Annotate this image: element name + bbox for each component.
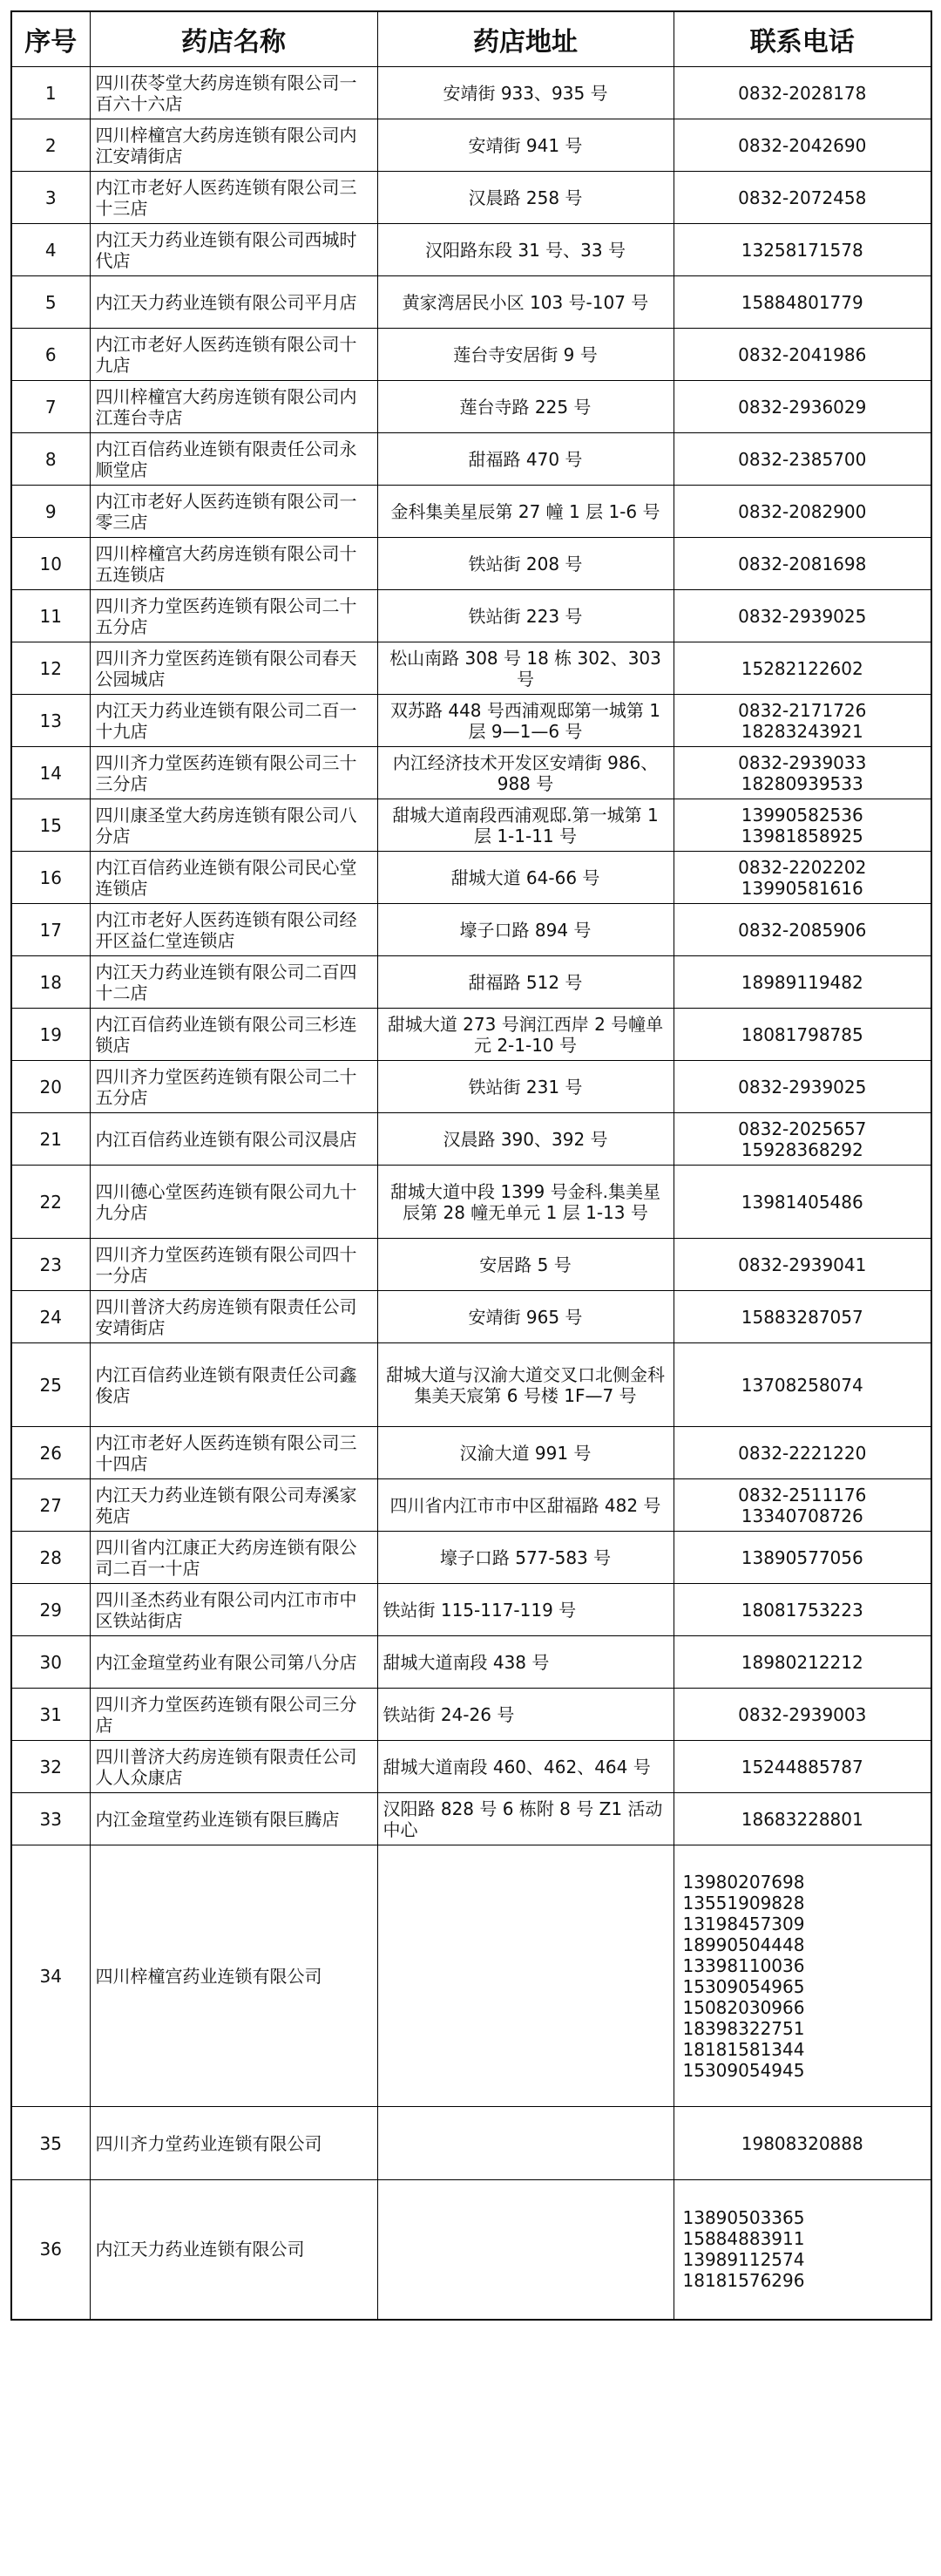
pharmacy-phone: 15884801779 bbox=[674, 276, 931, 329]
pharmacy-phone: 0832-2171726 18283243921 bbox=[674, 695, 931, 747]
table-row bbox=[11, 1061, 931, 1113]
table-row bbox=[11, 2180, 931, 2320]
pharmacy-phone: 13981405486 bbox=[674, 1166, 931, 1239]
header-phone: 联系电话 bbox=[674, 11, 931, 67]
table-row bbox=[11, 1689, 931, 1741]
row-number: 24 bbox=[11, 1291, 90, 1343]
row-number: 3 bbox=[11, 172, 90, 224]
pharmacy-phone: 18683228801 bbox=[674, 1793, 931, 1845]
pharmacy-address: 铁站街 231 号 bbox=[377, 1061, 674, 1113]
pharmacy-name: 四川齐力堂医药连锁有限公司二十五分店 bbox=[90, 590, 377, 642]
table-row bbox=[11, 590, 931, 642]
row-number: 19 bbox=[11, 1009, 90, 1061]
pharmacy-name: 四川齐力堂医药连锁有限公司春天公园城店 bbox=[90, 642, 377, 695]
row-number: 21 bbox=[11, 1113, 90, 1166]
pharmacy-name: 四川梓橦宫大药房连锁有限公司十五连锁店 bbox=[90, 538, 377, 590]
pharmacy-address: 安靖街 965 号 bbox=[377, 1291, 674, 1343]
table-row bbox=[11, 956, 931, 1009]
pharmacy-phone: 13258171578 bbox=[674, 224, 931, 276]
pharmacy-phone: 0832-2025657 15928368292 bbox=[674, 1113, 931, 1166]
table-row bbox=[11, 1427, 931, 1479]
table-row bbox=[11, 1343, 931, 1427]
pharmacy-phone: 13890503365 15884883911 13989112574 18181576296 bbox=[674, 2180, 931, 2320]
pharmacy-name: 四川齐力堂药业连锁有限公司 bbox=[90, 2107, 377, 2180]
table-row bbox=[11, 1239, 931, 1291]
row-number: 35 bbox=[11, 2107, 90, 2180]
pharmacy-phone: 0832-2085906 bbox=[674, 904, 931, 956]
pharmacy-address: 甜城大道南段西浦观邸.第一城第 1 层 1-1-11 号 bbox=[377, 799, 674, 852]
pharmacy-address: 安居路 5 号 bbox=[377, 1239, 674, 1291]
pharmacy-address bbox=[377, 2107, 674, 2180]
pharmacy-name: 内江百信药业连锁有限公司民心堂连锁店 bbox=[90, 852, 377, 904]
table-row bbox=[11, 224, 931, 276]
pharmacy-address: 安靖街 933、935 号 bbox=[377, 67, 674, 119]
pharmacy-name: 四川齐力堂医药连锁有限公司三分店 bbox=[90, 1689, 377, 1741]
pharmacy-name: 四川梓橦宫大药房连锁有限公司内江莲台寺店 bbox=[90, 381, 377, 433]
table-row bbox=[11, 1845, 931, 2107]
pharmacy-address: 汉阳路东段 31 号、33 号 bbox=[377, 224, 674, 276]
pharmacy-address: 汉晨路 390、392 号 bbox=[377, 1113, 674, 1166]
table-row bbox=[11, 1166, 931, 1239]
pharmacy-name: 四川普济大药房连锁有限责任公司人人众康店 bbox=[90, 1741, 377, 1793]
pharmacy-name: 内江百信药业连锁有限责任公司鑫俊店 bbox=[90, 1343, 377, 1427]
pharmacy-name: 四川茯苓堂大药房连锁有限公司一百六十六店 bbox=[90, 67, 377, 119]
pharmacy-phone: 0832-2939041 bbox=[674, 1239, 931, 1291]
pharmacy-address: 内江经济技术开发区安靖街 986、988 号 bbox=[377, 747, 674, 799]
pharmacy-phone: 13708258074 bbox=[674, 1343, 931, 1427]
pharmacy-phone: 13890577056 bbox=[674, 1532, 931, 1584]
pharmacy-phone: 0832-2202202 13990581616 bbox=[674, 852, 931, 904]
row-number: 36 bbox=[11, 2180, 90, 2320]
table-row bbox=[11, 538, 931, 590]
pharmacy-name: 内江市老好人医药连锁有限公司三十四店 bbox=[90, 1427, 377, 1479]
pharmacy-address: 壕子口路 894 号 bbox=[377, 904, 674, 956]
pharmacy-name: 四川梓橦宫大药房连锁有限公司内江安靖街店 bbox=[90, 119, 377, 172]
pharmacy-phone: 18081753223 bbox=[674, 1584, 931, 1636]
pharmacy-address: 甜城大道中段 1399 号金科.集美星辰第 28 幢无单元 1 层 1-13 号 bbox=[377, 1166, 674, 1239]
pharmacy-name: 内江市老好人医药连锁有限公司三十三店 bbox=[90, 172, 377, 224]
row-number: 25 bbox=[11, 1343, 90, 1427]
pharmacy-address bbox=[377, 2180, 674, 2320]
pharmacy-name: 四川普济大药房连锁有限责任公司安靖街店 bbox=[90, 1291, 377, 1343]
pharmacy-name: 内江百信药业连锁有限公司三杉连锁店 bbox=[90, 1009, 377, 1061]
table-row bbox=[11, 1532, 931, 1584]
pharmacy-phone: 0832-2936029 bbox=[674, 381, 931, 433]
row-number: 34 bbox=[11, 1845, 90, 2107]
table-row bbox=[11, 276, 931, 329]
table-row bbox=[11, 852, 931, 904]
pharmacy-phone: 0832-2385700 bbox=[674, 433, 931, 486]
row-number: 13 bbox=[11, 695, 90, 747]
row-number: 30 bbox=[11, 1636, 90, 1689]
table-row bbox=[11, 172, 931, 224]
row-number: 16 bbox=[11, 852, 90, 904]
pharmacy-name: 内江市老好人医药连锁有限公司十九店 bbox=[90, 329, 377, 381]
pharmacy-name: 内江天力药业连锁有限公司平月店 bbox=[90, 276, 377, 329]
pharmacy-name: 四川齐力堂医药连锁有限公司二十五分店 bbox=[90, 1061, 377, 1113]
pharmacy-name: 内江金瑄堂药业有限公司第八分店 bbox=[90, 1636, 377, 1689]
table-row bbox=[11, 1113, 931, 1166]
row-number: 23 bbox=[11, 1239, 90, 1291]
pharmacy-name: 内江天力药业连锁有限公司寿溪家苑店 bbox=[90, 1479, 377, 1532]
pharmacy-phone: 0832-2028178 bbox=[674, 67, 931, 119]
row-number: 5 bbox=[11, 276, 90, 329]
pharmacy-name: 四川圣杰药业有限公司内江市市中区铁站街店 bbox=[90, 1584, 377, 1636]
pharmacy-address: 壕子口路 577-583 号 bbox=[377, 1532, 674, 1584]
pharmacy-phone: 0832-2072458 bbox=[674, 172, 931, 224]
pharmacy-address: 甜福路 512 号 bbox=[377, 956, 674, 1009]
pharmacy-address: 双苏路 448 号西浦观邸第一城第 1 层 9—1—6 号 bbox=[377, 695, 674, 747]
pharmacy-address: 莲台寺路 225 号 bbox=[377, 381, 674, 433]
table-row bbox=[11, 1291, 931, 1343]
pharmacy-name: 内江天力药业连锁有限公司二百一十九店 bbox=[90, 695, 377, 747]
table-row bbox=[11, 1584, 931, 1636]
pharmacy-name: 内江百信药业连锁有限公司汉晨店 bbox=[90, 1113, 377, 1166]
pharmacy-name: 四川德心堂医药连锁有限公司九十九分店 bbox=[90, 1166, 377, 1239]
table-row bbox=[11, 695, 931, 747]
header-pharmacy-name: 药店名称 bbox=[90, 11, 377, 67]
row-number: 6 bbox=[11, 329, 90, 381]
table-row bbox=[11, 2107, 931, 2180]
pharmacy-phone: 18980212212 bbox=[674, 1636, 931, 1689]
row-number: 1 bbox=[11, 67, 90, 119]
pharmacy-address: 黄家湾居民小区 103 号-107 号 bbox=[377, 276, 674, 329]
row-number: 33 bbox=[11, 1793, 90, 1845]
pharmacy-address: 汉阳路 828 号 6 栋附 8 号 Z1 活动中心 bbox=[377, 1793, 674, 1845]
pharmacy-phone: 0832-2939025 bbox=[674, 1061, 931, 1113]
table-row bbox=[11, 904, 931, 956]
table-row bbox=[11, 381, 931, 433]
pharmacy-phone: 18989119482 bbox=[674, 956, 931, 1009]
header-serial-number: 序号 bbox=[11, 11, 90, 67]
row-number: 22 bbox=[11, 1166, 90, 1239]
row-number: 14 bbox=[11, 747, 90, 799]
row-number: 29 bbox=[11, 1584, 90, 1636]
table-body bbox=[11, 67, 931, 2320]
row-number: 32 bbox=[11, 1741, 90, 1793]
row-number: 20 bbox=[11, 1061, 90, 1113]
pharmacy-address: 铁站街 115-117-119 号 bbox=[377, 1584, 674, 1636]
pharmacy-name: 四川齐力堂医药连锁有限公司三十三分店 bbox=[90, 747, 377, 799]
pharmacy-phone: 0832-2042690 bbox=[674, 119, 931, 172]
pharmacy-phone: 18081798785 bbox=[674, 1009, 931, 1061]
row-number: 2 bbox=[11, 119, 90, 172]
table-row bbox=[11, 1741, 931, 1793]
pharmacy-phone: 19808320888 bbox=[674, 2107, 931, 2180]
row-number: 18 bbox=[11, 956, 90, 1009]
pharmacy-phone: 15244885787 bbox=[674, 1741, 931, 1793]
pharmacy-name: 内江天力药业连锁有限公司西城时代店 bbox=[90, 224, 377, 276]
pharmacy-phone: 13990582536 13981858925 bbox=[674, 799, 931, 852]
pharmacy-name: 内江金瑄堂药业连锁有限巨腾店 bbox=[90, 1793, 377, 1845]
row-number: 10 bbox=[11, 538, 90, 590]
pharmacy-phone: 0832-2511176 13340708726 bbox=[674, 1479, 931, 1532]
pharmacy-name: 四川齐力堂医药连锁有限公司四十一分店 bbox=[90, 1239, 377, 1291]
pharmacy-address: 铁站街 24-26 号 bbox=[377, 1689, 674, 1741]
pharmacy-phone: 0832-2082900 bbox=[674, 486, 931, 538]
pharmacy-address: 安靖街 941 号 bbox=[377, 119, 674, 172]
pharmacy-phone: 0832-2939033 18280939533 bbox=[674, 747, 931, 799]
table-row bbox=[11, 1636, 931, 1689]
pharmacy-phone: 0832-2221220 bbox=[674, 1427, 931, 1479]
row-number: 12 bbox=[11, 642, 90, 695]
row-number: 17 bbox=[11, 904, 90, 956]
row-number: 11 bbox=[11, 590, 90, 642]
table-row bbox=[11, 1479, 931, 1532]
pharmacy-phone: 0832-2041986 bbox=[674, 329, 931, 381]
pharmacy-address: 甜城大道 273 号润江西岸 2 号幢单元 2-1-10 号 bbox=[377, 1009, 674, 1061]
row-number: 31 bbox=[11, 1689, 90, 1741]
pharmacy-address: 莲台寺安居街 9 号 bbox=[377, 329, 674, 381]
pharmacy-address bbox=[377, 1845, 674, 2107]
pharmacy-address: 汉晨路 258 号 bbox=[377, 172, 674, 224]
table-row bbox=[11, 1793, 931, 1845]
pharmacy-name: 四川省内江康正大药房连锁有限公司二百一十店 bbox=[90, 1532, 377, 1584]
pharmacy-address: 铁站街 208 号 bbox=[377, 538, 674, 590]
pharmacy-name: 四川康圣堂大药房连锁有限公司八分店 bbox=[90, 799, 377, 852]
pharmacy-name: 内江百信药业连锁有限责任公司永顺堂店 bbox=[90, 433, 377, 486]
pharmacy-address: 铁站街 223 号 bbox=[377, 590, 674, 642]
row-number: 27 bbox=[11, 1479, 90, 1532]
pharmacy-phone: 0832-2939025 bbox=[674, 590, 931, 642]
table-row bbox=[11, 799, 931, 852]
row-number: 9 bbox=[11, 486, 90, 538]
pharmacy-address: 甜城大道南段 438 号 bbox=[377, 1636, 674, 1689]
table-row bbox=[11, 747, 931, 799]
pharmacy-phone: 13980207698 13551909828 13198457309 18990504448 13398110036 15309054965 15082030966 18398322751 18181581344 15309054945 bbox=[674, 1845, 931, 2107]
pharmacy-table-container bbox=[10, 10, 931, 2321]
pharmacy-name: 内江市老好人医药连锁有限公司经开区益仁堂连锁店 bbox=[90, 904, 377, 956]
pharmacy-phone: 15282122602 bbox=[674, 642, 931, 695]
pharmacy-address: 甜城大道 64-66 号 bbox=[377, 852, 674, 904]
table-row bbox=[11, 1009, 931, 1061]
header-pharmacy-address: 药店地址 bbox=[377, 11, 674, 67]
row-number: 28 bbox=[11, 1532, 90, 1584]
table-row bbox=[11, 486, 931, 538]
pharmacy-address: 甜福路 470 号 bbox=[377, 433, 674, 486]
pharmacy-name: 内江天力药业连锁有限公司 bbox=[90, 2180, 377, 2320]
row-number: 4 bbox=[11, 224, 90, 276]
table-row bbox=[11, 329, 931, 381]
pharmacy-phone: 0832-2081698 bbox=[674, 538, 931, 590]
pharmacy-address: 汉渝大道 991 号 bbox=[377, 1427, 674, 1479]
row-number: 15 bbox=[11, 799, 90, 852]
row-number: 8 bbox=[11, 433, 90, 486]
pharmacy-address: 四川省内江市市中区甜福路 482 号 bbox=[377, 1479, 674, 1532]
pharmacy-address: 金科集美星辰第 27 幢 1 层 1-6 号 bbox=[377, 486, 674, 538]
pharmacy-phone: 0832-2939003 bbox=[674, 1689, 931, 1741]
table-row bbox=[11, 119, 931, 172]
pharmacy-address: 甜城大道南段 460、462、464 号 bbox=[377, 1741, 674, 1793]
table-row bbox=[11, 642, 931, 695]
pharmacy-name: 四川梓橦宫药业连锁有限公司 bbox=[90, 1845, 377, 2107]
table-row bbox=[11, 433, 931, 486]
row-number: 26 bbox=[11, 1427, 90, 1479]
table-header-row bbox=[11, 11, 931, 67]
pharmacy-name: 内江天力药业连锁有限公司二百四十二店 bbox=[90, 956, 377, 1009]
row-number: 7 bbox=[11, 381, 90, 433]
pharmacy-address: 甜城大道与汉渝大道交叉口北侧金科集美天宸第 6 号楼 1F—7 号 bbox=[377, 1343, 674, 1427]
pharmacy-phone: 15883287057 bbox=[674, 1291, 931, 1343]
pharmacy-name: 内江市老好人医药连锁有限公司一零三店 bbox=[90, 486, 377, 538]
pharmacy-address: 松山南路 308 号 18 栋 302、303 号 bbox=[377, 642, 674, 695]
pharmacy-table bbox=[10, 10, 932, 2321]
table-row bbox=[11, 67, 931, 119]
